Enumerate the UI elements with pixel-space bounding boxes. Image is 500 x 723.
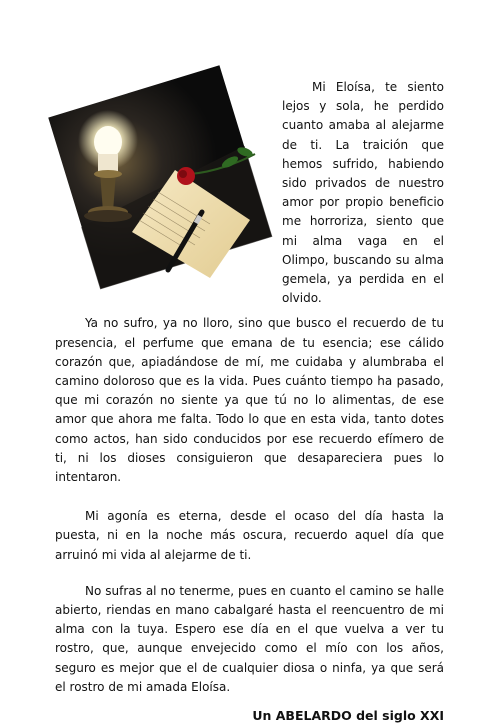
paragraph-3: Mi agonía es eterna, desde el ocaso del día hasta la puesta, ni en la noche más oscura, recuerdo aquel día que arruinó mi vida al alejarme de ti.: [55, 509, 444, 562]
paragraph-2: Ya no sufro, ya no lloro, sino que busco el recuerdo de tu presencia, el perfume que emana de tu esencia; ese cálido corazón que, apiadándose de mí, me cuidaba y alumbraba el camino doloroso que es la vida. Pues cuánto tiempo ha pasado, que mi corazón no siente ya que tú no lo alimentas, de ese amor que ahora me falta. Todo lo que en esta vida, tanto dotes como actos, han sido conducidos por ese recuerdo efímero de ti, ni los dioses consiguieron que desapareciera pues lo intentaron.: [55, 316, 444, 485]
paragraph-1: Mi Eloísa, te siento lejos y sola, he perdido cuanto amaba al alejarme de ti. La traición que hemos sufrido, habiendo sido privados de nuestro amor por propio beneficio me horroriza, siento que mi alma vaga en el Olimpo, buscando su alma gemela, ya perdida en el olvido.: [282, 80, 444, 306]
letter-text: [55, 78, 444, 723]
signature: Un ABELARDO del siglo XXI: [252, 708, 444, 723]
paragraph-4: No sufras al no tenerme, pues en cuanto el camino se halle abierto, riendas en mano cabalgaré hasta el reencuentro de mi alma con la tuya. Espero ese día en el que vuelva a ver tu rostro, que, aunque envejecido como el mío con los años, seguro es mejor que el de cualquier diosa o ninfa, ya que será el rostro de mi amada Eloísa.: [55, 583, 444, 694]
